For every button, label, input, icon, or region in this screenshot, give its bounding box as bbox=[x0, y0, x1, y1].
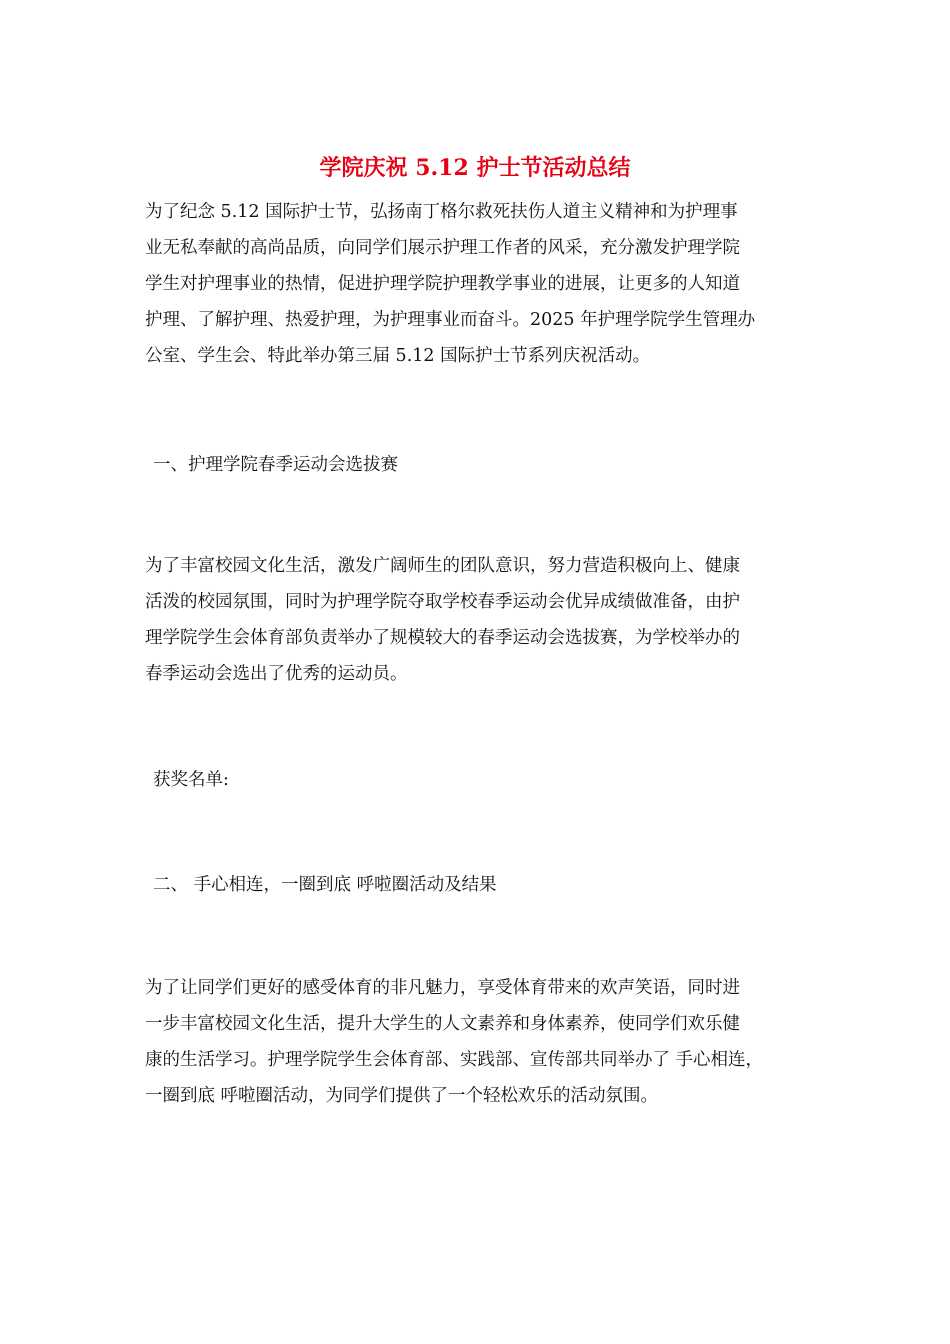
paragraph-line: 为了让同学们更好的感受体育的非凡魅力，享受体育带来的欢声笑语，同时进 bbox=[145, 978, 740, 998]
paragraph-line: 护理、了解护理、热爱护理，为护理事业而奋斗。2025 年护理学院学生管理办 bbox=[145, 310, 756, 330]
document-title: 学院庆祝 5.12 护士节活动总结 bbox=[319, 155, 631, 181]
section2-paragraph bbox=[145, 970, 825, 1114]
paragraph-line: 为了丰富校园文化生活，激发广阔师生的团队意识，努力营造积极向上、健康 bbox=[145, 556, 740, 576]
paragraph-line: 业无私奉献的高尚品质，向同学们展示护理工作者的风采，充分激发护理学院 bbox=[145, 238, 740, 258]
paragraph-line: 一圈到底 呼啦圈活动，为同学们提供了一个轻松欢乐的活动氛围。 bbox=[145, 1086, 659, 1106]
intro-paragraph bbox=[145, 194, 825, 374]
section-heading-1: 一、护理学院春季运动会选拔赛 bbox=[153, 455, 398, 475]
section-heading-2: 二、 手心相连，一圈到底 呼啦圈活动及结果 bbox=[153, 875, 497, 895]
paragraph-line: 学生对护理事业的热情，促进护理学院护理教学事业的进展，让更多的人知道 bbox=[145, 274, 740, 294]
paragraph-line: 活泼的校园氛围，同时为护理学院夺取学校春季运动会优异成绩做准备，由护 bbox=[145, 592, 740, 612]
paragraph-line: 一步丰富校园文化生活，提升大学生的人文素养和身体素养，使同学们欢乐健 bbox=[145, 1014, 740, 1034]
paragraph-line: 为了纪念 5.12 国际护士节，弘扬南丁格尔救死扶伤人道主义精神和为护理事 bbox=[145, 202, 738, 222]
paragraph-line: 公室、学生会、特此举办第三届 5.12 国际护士节系列庆祝活动。 bbox=[145, 346, 651, 366]
awards-label: 获奖名单: bbox=[153, 770, 229, 790]
paragraph-line: 春季运动会选出了优秀的运动员。 bbox=[145, 664, 408, 684]
paragraph-line: 康的生活学习。护理学院学生会体育部、实践部、宣传部共同举办了 手心相连， bbox=[145, 1050, 764, 1070]
section1-paragraph bbox=[145, 548, 825, 692]
paragraph-line: 理学院学生会体育部负责举办了规模较大的春季运动会选拔赛，为学校举办的 bbox=[145, 628, 740, 648]
